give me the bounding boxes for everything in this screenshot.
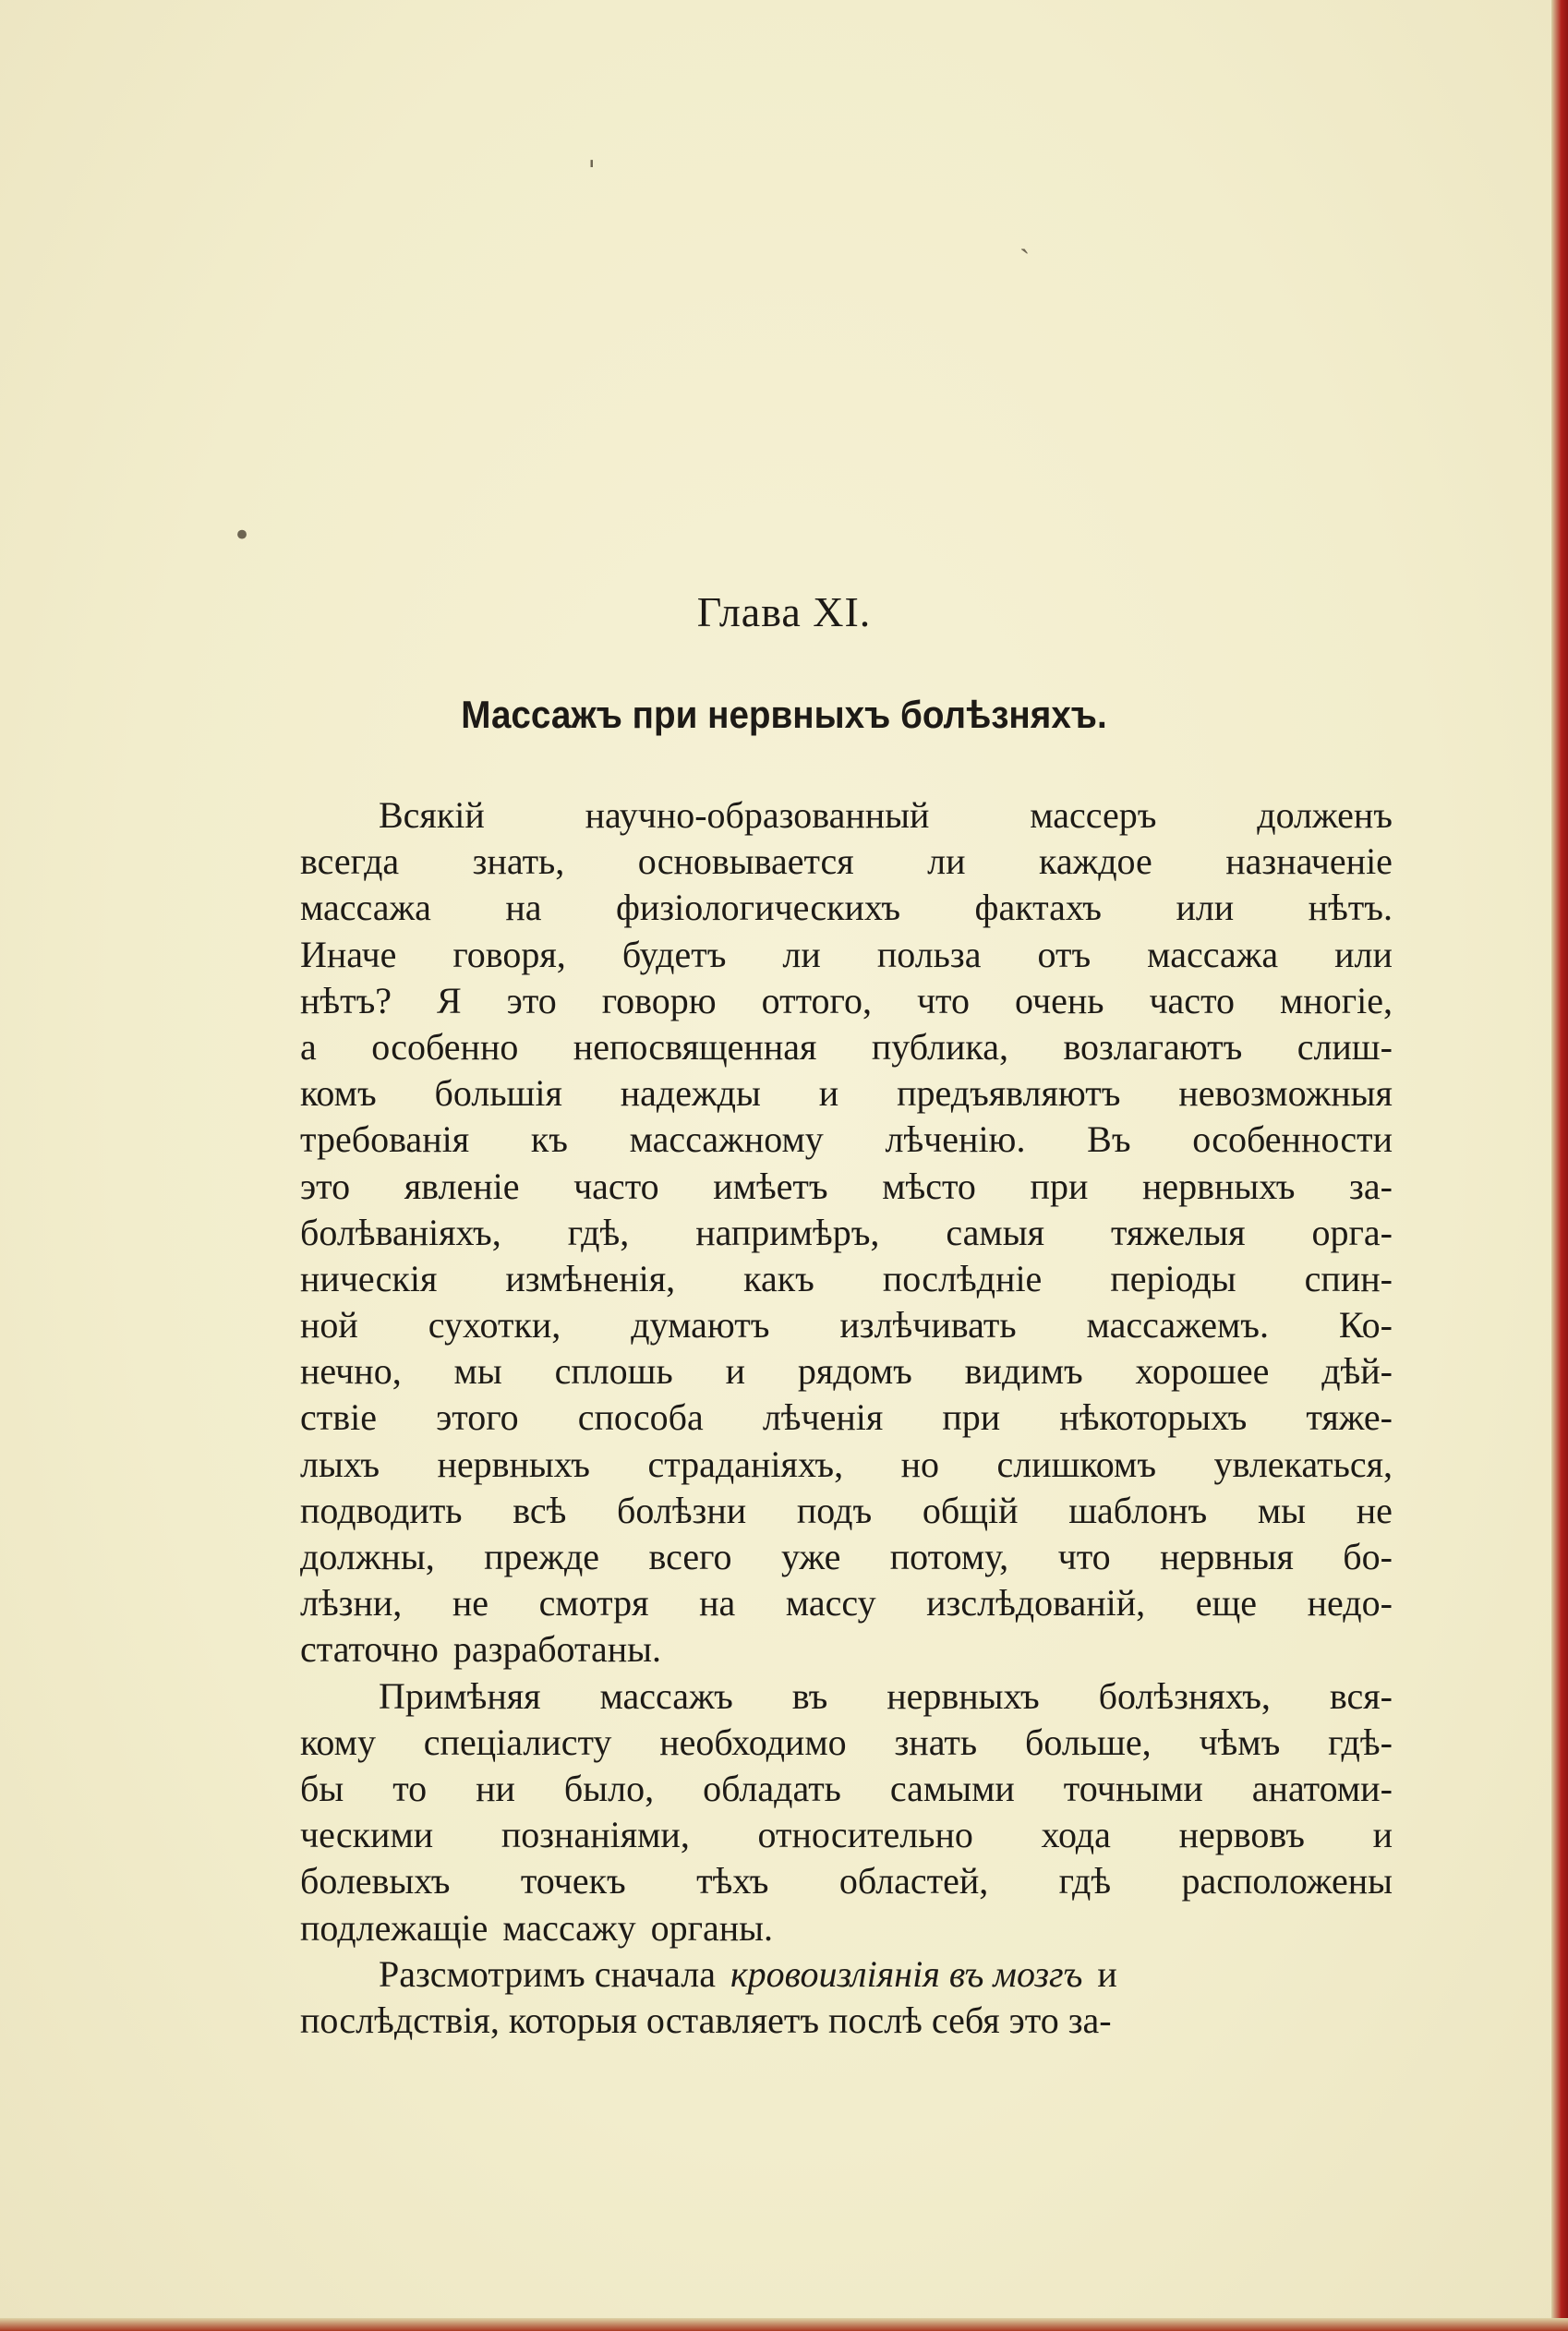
text-line xyxy=(300,1024,1393,1070)
word: или xyxy=(1334,933,1393,975)
text-line xyxy=(300,792,1393,839)
text-run: Разсмотримъ сначала xyxy=(379,1952,716,1995)
word: а xyxy=(300,1025,317,1068)
word: сухотки, xyxy=(428,1304,561,1347)
word: точекъ xyxy=(520,1860,626,1902)
word: Я xyxy=(437,979,462,1021)
word: Ко- xyxy=(1338,1304,1393,1347)
text-line xyxy=(300,1905,1393,1951)
word: отъ xyxy=(1037,933,1092,975)
word: предъявляютъ xyxy=(897,1072,1121,1115)
text-line xyxy=(300,1348,1393,1395)
text-line xyxy=(300,1395,1393,1441)
chapter-heading: Глава XI. xyxy=(696,588,872,635)
text-line xyxy=(300,1720,1393,1766)
text-run: и xyxy=(1097,1952,1117,1995)
word: ли xyxy=(927,840,966,883)
word: многіе, xyxy=(1279,979,1393,1021)
word: обладать xyxy=(703,1767,841,1809)
word: будетъ xyxy=(621,933,727,975)
word: на xyxy=(699,1582,736,1624)
text-line xyxy=(300,1302,1393,1348)
word: или xyxy=(1176,887,1235,929)
word: тѣхъ xyxy=(696,1860,769,1902)
text-line xyxy=(300,1488,1393,1534)
word: это xyxy=(300,1165,351,1207)
paragraph-2 xyxy=(300,1673,1393,1951)
word: еще xyxy=(1195,1582,1258,1624)
word: гдѣ, xyxy=(567,1211,630,1253)
text-line xyxy=(300,1210,1393,1256)
text-line xyxy=(300,1951,1393,1998)
word: страданіяхъ, xyxy=(647,1443,844,1485)
paragraph-3 xyxy=(300,1951,1393,2044)
word: этого xyxy=(436,1396,519,1439)
stray-mark: ˏ xyxy=(1019,218,1031,255)
text-line xyxy=(300,1117,1393,1163)
word: массажемъ. xyxy=(1086,1304,1269,1347)
word: очень xyxy=(1014,979,1104,1021)
word: нѣтъ. xyxy=(1308,887,1393,929)
word: массажа xyxy=(1147,933,1279,975)
word: послѣдніе xyxy=(882,1257,1043,1299)
word: мы xyxy=(453,1350,502,1393)
word: всегда xyxy=(300,840,400,883)
text-line xyxy=(300,1673,1393,1720)
word: статочно xyxy=(300,1628,439,1671)
word: это xyxy=(506,979,557,1021)
word: требованія xyxy=(300,1118,470,1161)
stray-mark: ˈ xyxy=(587,155,597,192)
word: шаблонъ xyxy=(1068,1489,1208,1531)
word: непосвященная xyxy=(573,1025,817,1068)
word: болевыхъ xyxy=(300,1860,451,1902)
word: фактахъ xyxy=(974,887,1102,929)
word: больше, xyxy=(1025,1721,1152,1763)
word: нечно, xyxy=(300,1350,402,1393)
word: не xyxy=(1356,1489,1393,1531)
word: ли xyxy=(782,933,821,975)
word: научно-образованный xyxy=(585,794,930,836)
text-line xyxy=(300,978,1393,1024)
word: при xyxy=(1030,1165,1089,1207)
word: нервныхъ xyxy=(1141,1165,1296,1207)
text-line xyxy=(300,1766,1393,1812)
word: общій xyxy=(922,1489,1019,1531)
word: бы xyxy=(300,1767,344,1809)
word: увлекаться, xyxy=(1213,1443,1393,1485)
word: публика, xyxy=(871,1025,1008,1068)
word: не xyxy=(452,1582,489,1624)
word: нервовъ xyxy=(1178,1814,1305,1856)
text-line xyxy=(300,1070,1393,1117)
word: болѣзни xyxy=(617,1489,747,1531)
word: тяже- xyxy=(1306,1396,1393,1439)
word: нервныхъ xyxy=(887,1674,1040,1717)
word: хорошее xyxy=(1135,1350,1270,1393)
word: нѣтъ? xyxy=(300,979,392,1021)
word: часто xyxy=(573,1165,659,1207)
page-edge-bottom xyxy=(0,2318,1568,2331)
word: за- xyxy=(1349,1165,1393,1207)
word: особенности xyxy=(1192,1118,1393,1161)
word: то xyxy=(392,1767,428,1809)
text-line xyxy=(300,1858,1393,1904)
word: Иначе xyxy=(300,933,397,975)
italic-term: кровоизліянія въ мозгъ xyxy=(730,1952,1083,1995)
word: и xyxy=(725,1350,745,1393)
word: массеръ xyxy=(1030,794,1157,836)
word: лѣченія xyxy=(762,1396,884,1439)
body-text xyxy=(300,792,1393,2044)
word: лѣченію. xyxy=(885,1118,1026,1161)
word: массажъ xyxy=(599,1674,733,1717)
word: напримѣръ, xyxy=(695,1211,880,1253)
text-line xyxy=(300,1534,1393,1580)
word: явленіе xyxy=(404,1165,520,1207)
word: необходимо xyxy=(659,1721,847,1763)
word: комъ xyxy=(300,1072,377,1115)
word: Въ xyxy=(1087,1118,1131,1161)
word: польза xyxy=(876,933,982,975)
paragraph-1 xyxy=(300,792,1393,1673)
word: видимъ xyxy=(964,1350,1083,1393)
word: долженъ xyxy=(1257,794,1393,836)
word: думаютъ xyxy=(631,1304,770,1347)
word: гдѣ xyxy=(1058,1860,1112,1902)
word: кому xyxy=(300,1721,376,1763)
word: разработаны. xyxy=(452,1628,662,1671)
word: массажа xyxy=(300,887,431,929)
word: нервныя xyxy=(1160,1536,1294,1577)
word: всѣ xyxy=(513,1489,567,1531)
word: въ xyxy=(791,1674,828,1717)
word: особенно xyxy=(371,1025,519,1068)
word: излѣчивать xyxy=(839,1304,1017,1347)
word: и xyxy=(1372,1814,1393,1856)
word: бо- xyxy=(1343,1536,1393,1577)
word: но xyxy=(900,1443,939,1485)
word: подъ xyxy=(796,1489,873,1531)
word: тяжелыя xyxy=(1111,1211,1246,1253)
word: смотря xyxy=(538,1582,649,1624)
text-line xyxy=(300,932,1393,978)
word: при xyxy=(942,1396,1001,1439)
word: лыхъ xyxy=(300,1443,380,1485)
word: имѣетъ xyxy=(713,1165,828,1207)
word: вся- xyxy=(1329,1674,1393,1717)
word: рядомъ xyxy=(797,1350,912,1393)
text-line xyxy=(300,1256,1393,1302)
word: физіологическихъ xyxy=(615,887,901,929)
word: и xyxy=(818,1072,839,1115)
word: спеціалисту xyxy=(423,1721,612,1763)
word: ствіе xyxy=(300,1396,377,1439)
chapter-title: Массажъ при нервныхъ болѣзняхъ. xyxy=(461,693,1107,736)
word: какъ xyxy=(743,1257,814,1299)
word: точными xyxy=(1063,1767,1203,1809)
word: способа xyxy=(577,1396,704,1439)
word: всего xyxy=(648,1536,732,1577)
text-run: послѣдствія, которыя оставляетъ послѣ себя это за- xyxy=(300,1999,1112,2041)
page-edge-right xyxy=(1551,0,1568,2331)
word: невозможныя xyxy=(1178,1072,1393,1115)
word: спин- xyxy=(1304,1257,1393,1299)
text-line xyxy=(300,1442,1393,1488)
word: знать xyxy=(894,1721,978,1763)
word: періоды xyxy=(1110,1257,1236,1299)
word: областей, xyxy=(838,1860,989,1902)
word: массажному xyxy=(629,1118,824,1161)
word: массажу xyxy=(502,1906,636,1949)
word: болѣзняхъ, xyxy=(1098,1674,1271,1717)
word: на xyxy=(505,887,542,929)
word: орга- xyxy=(1311,1211,1393,1253)
word: самыя xyxy=(946,1211,1044,1253)
word: большія xyxy=(434,1072,562,1115)
word: расположены xyxy=(1181,1860,1393,1902)
word: относительно xyxy=(757,1814,973,1856)
word: мѣсто xyxy=(882,1165,976,1207)
word: что xyxy=(1057,1536,1111,1577)
text-line xyxy=(300,1626,1393,1673)
word: чѣмъ xyxy=(1199,1721,1281,1763)
word: познаніями, xyxy=(501,1814,690,1856)
text-line xyxy=(300,1580,1393,1626)
word: основывается xyxy=(637,840,854,883)
text-line xyxy=(300,1164,1393,1210)
text-line xyxy=(300,1998,1393,2044)
word: слиш- xyxy=(1297,1025,1393,1068)
word: должны, xyxy=(300,1536,435,1577)
word: подводить xyxy=(300,1489,463,1531)
word: ническія xyxy=(300,1257,438,1299)
word: измѣненія, xyxy=(505,1257,676,1299)
word: гдѣ- xyxy=(1328,1721,1393,1763)
word: хода xyxy=(1041,1814,1111,1856)
word: Всякій xyxy=(379,794,485,836)
word: нервныхъ xyxy=(437,1443,590,1485)
word: было, xyxy=(563,1767,655,1809)
word: уже xyxy=(780,1536,841,1577)
word: говорю xyxy=(601,979,717,1021)
word: потому, xyxy=(889,1536,1009,1577)
stray-mark: • xyxy=(233,517,252,554)
word: недо- xyxy=(1307,1582,1393,1624)
word: часто xyxy=(1149,979,1236,1021)
text-line xyxy=(300,885,1393,931)
word: массу xyxy=(785,1582,876,1624)
word: къ xyxy=(530,1118,568,1161)
word: говоря, xyxy=(452,933,566,975)
word: нѣкоторыхъ xyxy=(1059,1396,1248,1439)
word: анатоми- xyxy=(1251,1767,1393,1809)
word: прежде xyxy=(484,1536,600,1577)
word: самыми xyxy=(889,1767,1015,1809)
word: назначеніе xyxy=(1225,840,1393,883)
word: возлагаютъ xyxy=(1063,1025,1243,1068)
word: изслѣдованій, xyxy=(926,1582,1146,1624)
word: ной xyxy=(300,1304,358,1347)
word: надежды xyxy=(620,1072,761,1115)
word: знать, xyxy=(472,840,565,883)
word: слишкомъ xyxy=(996,1443,1157,1485)
text-line xyxy=(300,839,1393,885)
word: Примѣняя xyxy=(379,1674,541,1717)
word: сплошь xyxy=(554,1350,673,1393)
word: мы xyxy=(1257,1489,1307,1531)
word: оттого, xyxy=(761,979,872,1021)
text-line xyxy=(300,1812,1393,1858)
word: что xyxy=(916,979,971,1021)
word: болѣваніяхъ, xyxy=(300,1211,501,1253)
word: лѣзни, xyxy=(300,1582,403,1624)
word: ни xyxy=(476,1767,515,1809)
word: ческими xyxy=(300,1814,434,1856)
word: органы. xyxy=(650,1906,774,1949)
word: подлежащіе xyxy=(300,1906,488,1949)
word: каждое xyxy=(1038,840,1152,883)
word: дѣй- xyxy=(1321,1350,1393,1393)
